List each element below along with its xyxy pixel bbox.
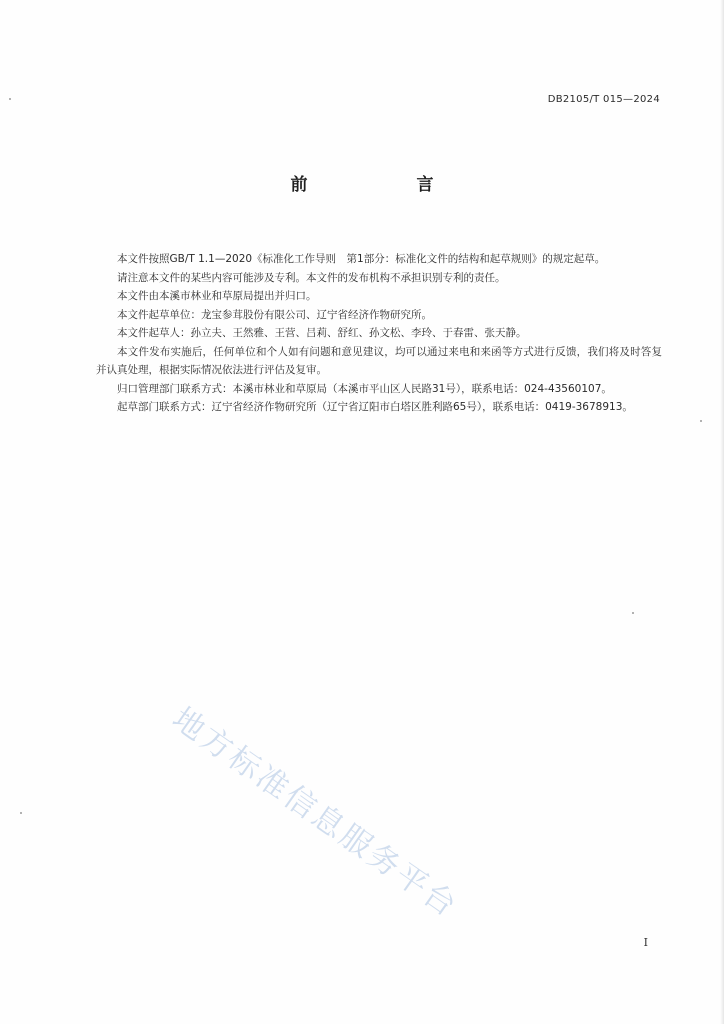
paragraph-admin-contact: 归口管理部门联系方式：本溪市林业和草原局（本溪市平山区人民路31号），联系电话：024-43560107。 (117, 382, 612, 395)
preface-body (96, 250, 662, 417)
paragraph-drafters: 本文件起草人：孙立夫、王然雅、王营、吕莉、舒红、孙文松、李玲、于春雷、张天静。 (117, 327, 527, 339)
scan-speck (9, 98, 11, 100)
paragraph-patent-notice: 请注意本文件的某些内容可能涉及专利。本文件的发布机构不承担识别专利的责任。 (117, 271, 506, 284)
section-title: 前 言 (290, 175, 480, 195)
paragraph-drafting-units: 本文件起草单位：龙宝参茸股份有限公司、辽宁省经济作物研究所。 (117, 308, 432, 321)
document-code: DB2105/T 015—2024 (547, 94, 660, 105)
scan-speck (20, 812, 22, 814)
paragraph-feedback: 本文件发布实施后，任何单位和个人如有问题和意见建议，均可以通过来电和来函等方式进行反馈，我们将及时答复并认真处理，根据实际情况依法进行评估及复审。 (96, 345, 662, 376)
scan-edge-shadow (720, 0, 724, 1024)
paragraph-drafter-contact: 起草部门联系方式：辽宁省经济作物研究所（辽宁省辽阳市白塔区胜利路65号），联系电话：0419-3678913。 (117, 401, 633, 413)
watermark: 地方标准信息服务平台 (165, 700, 465, 926)
scan-speck (632, 612, 634, 614)
paragraph-proposer: 本文件由本溪市林业和草原局提出并归口。 (117, 290, 317, 302)
page-number: I (643, 936, 648, 949)
paragraph-drafting-rules: 本文件按照GB/T 1.1—2020《标准化工作导则 第1部分：标准化文件的结构和起草规则》的规定起草。 (117, 253, 606, 265)
scan-speck (700, 420, 702, 422)
